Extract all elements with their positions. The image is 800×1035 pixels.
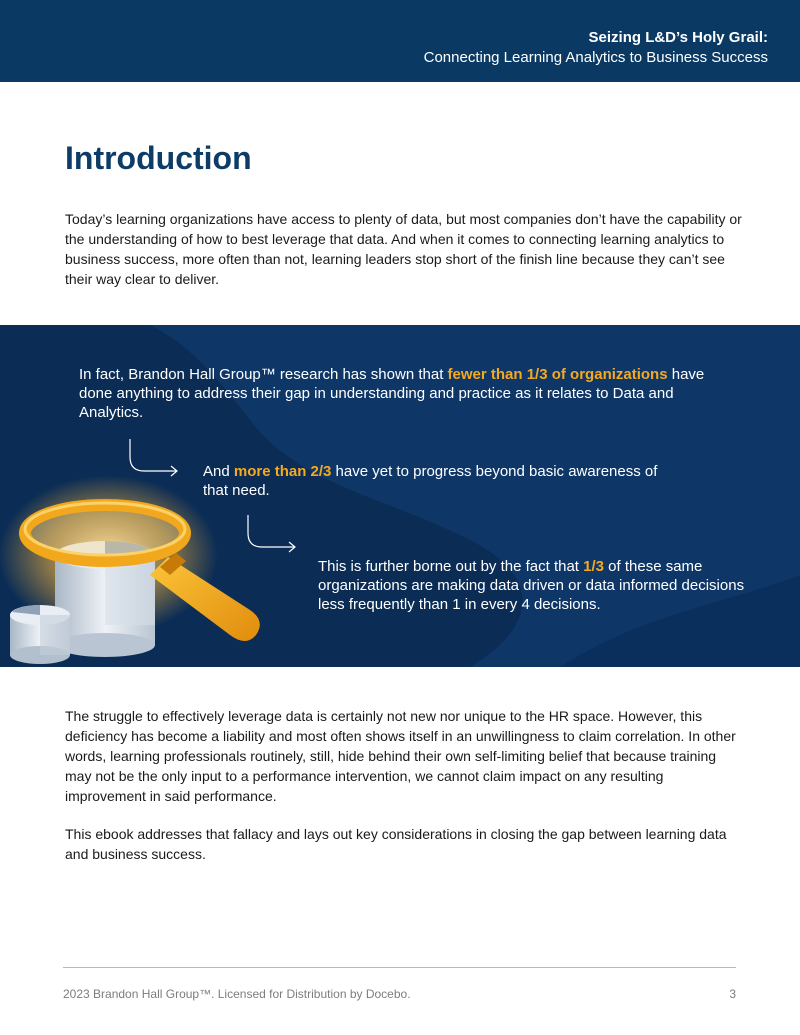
stats-callout-band (0, 325, 800, 667)
footer-copyright: 2023 Brandon Hall Group™. Licensed for Distribution by Docebo. (63, 987, 411, 1001)
stat3-text-before: This is further borne out by the fact that (318, 558, 584, 575)
stat3-highlight: 1/3 (583, 558, 604, 575)
stat1-text-after: have done anything to address their gap in understanding and practice as it relates to Data and Analytics. (79, 366, 705, 421)
stat-fewer-than-one-third (79, 365, 719, 422)
arrow-icon (122, 437, 184, 477)
header-title: Seizing L&D’s Holy Grail: (588, 29, 768, 46)
intro-paragraph: Today’s learning organizations have access to plenty of data, but most companies don’t have the capability or the understanding of how to best leverage that data. And when it comes to connecting learning analytics to business success, more often than not, learning leaders stop short of the finish line because they can’t see their way clear to deliver. (65, 211, 742, 287)
footer-divider (63, 967, 736, 968)
body-paragraph-struggle: The struggle to effectively leverage data is certainly not new nor unique to the HR space. However, this deficiency has become a liability and most often shows itself in an unwillingness to claim correlation. In other words, learning professionals routinely, still, hide behind their own self-limiting belief that because training may not be the only input to a performance intervention, we cannot claim impact on any resulting improvement in said performance. (65, 708, 736, 804)
stat-one-third-decisions (318, 557, 758, 614)
stat2-text-before: And (203, 463, 234, 480)
body-paragraph-ebook: This ebook addresses that fallacy and lays out key considerations in closing the gap between learning data and business success. (65, 826, 727, 862)
page-title: Introduction (65, 140, 252, 176)
page-number: 3 (729, 987, 736, 1001)
magnifier-chart-illustration (0, 475, 280, 667)
header-subtitle: Connecting Learning Analytics to Business Success (423, 49, 768, 66)
stat1-text-before: In fact, Brandon Hall Group™ research has shown that (79, 366, 448, 383)
stat2-highlight: more than 2/3 (233, 463, 332, 480)
stat1-highlight: fewer than 1/3 of organizations (447, 366, 668, 383)
stat3-text-after: of these same organizations are making data driven or data informed decisions less frequently than 1 in every 4 decisions. (318, 558, 745, 613)
stat2-text-after: have yet to progress beyond basic awareness of that need. (203, 463, 658, 499)
page-header (0, 0, 800, 82)
